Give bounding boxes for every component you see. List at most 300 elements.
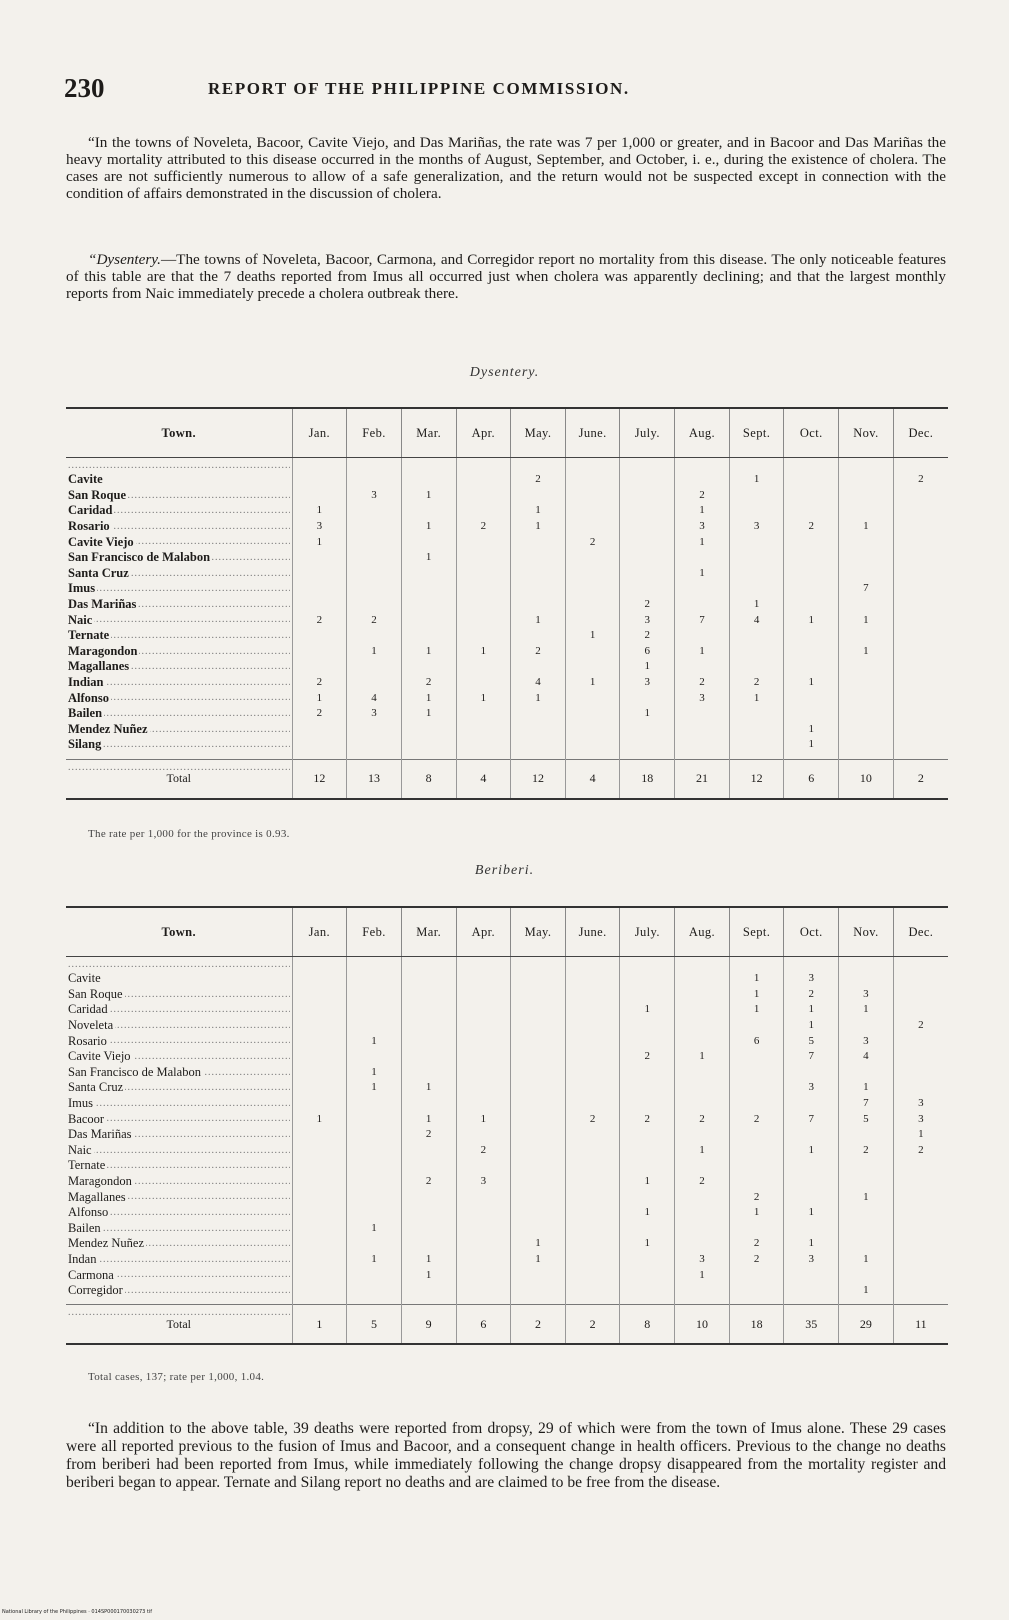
death-count-cell xyxy=(839,1205,894,1221)
table-row xyxy=(66,1080,948,1096)
death-count-cell xyxy=(565,566,620,582)
death-count-cell: 2 xyxy=(620,1111,675,1127)
column-header-month: Sept. xyxy=(729,408,784,458)
death-count-cell: 2 xyxy=(565,534,620,550)
death-count-cell xyxy=(675,1189,730,1205)
death-count-cell: 2 xyxy=(675,675,730,691)
death-count-cell xyxy=(292,1127,347,1143)
death-count-cell: 1 xyxy=(347,1080,402,1096)
table-row xyxy=(66,1267,948,1283)
death-count-cell xyxy=(784,1127,839,1143)
total-value: 2 xyxy=(511,1305,566,1345)
death-count-cell: 7 xyxy=(675,612,730,628)
death-count-cell xyxy=(839,628,894,644)
beriberi-table xyxy=(66,906,948,1345)
total-value: 12 xyxy=(729,759,784,799)
death-count-cell: 3 xyxy=(292,519,347,535)
town-name: Das Mariñas xyxy=(68,1127,132,1142)
death-count-cell xyxy=(401,737,456,759)
death-count-cell xyxy=(401,458,456,488)
death-count-cell xyxy=(675,1065,730,1081)
death-count-cell: 1 xyxy=(839,644,894,660)
town-name-cell xyxy=(66,503,292,519)
death-count-cell xyxy=(839,503,894,519)
death-count-cell: 1 xyxy=(401,1111,456,1127)
town-name: Bailen xyxy=(68,1220,101,1235)
death-count-cell xyxy=(729,737,784,759)
death-count-cell xyxy=(347,1205,402,1221)
death-count-cell xyxy=(401,1002,456,1018)
death-count-cell xyxy=(675,581,730,597)
death-count-cell: 1 xyxy=(401,488,456,504)
town-name-cell xyxy=(66,1111,292,1127)
death-count-cell xyxy=(292,1221,347,1237)
death-count-cell xyxy=(675,1205,730,1221)
death-count-cell: 1 xyxy=(784,675,839,691)
death-count-cell xyxy=(292,1283,347,1305)
death-count-cell xyxy=(292,1205,347,1221)
death-count-cell: 1 xyxy=(620,1205,675,1221)
death-count-cell xyxy=(401,1189,456,1205)
death-count-cell xyxy=(401,1236,456,1252)
death-count-cell: 1 xyxy=(675,566,730,582)
table-row xyxy=(66,1221,948,1237)
death-count-cell xyxy=(729,534,784,550)
death-count-cell xyxy=(893,1205,948,1221)
table-row xyxy=(66,1189,948,1205)
death-count-cell xyxy=(893,519,948,535)
death-count-cell xyxy=(292,659,347,675)
death-count-cell xyxy=(511,1111,566,1127)
death-count-cell: 2 xyxy=(456,1143,511,1159)
beriberi-table-caption: Beriberi. xyxy=(474,863,535,878)
death-count-cell xyxy=(675,987,730,1003)
table-row xyxy=(66,628,948,644)
death-count-cell xyxy=(292,1033,347,1049)
death-count-cell: 3 xyxy=(456,1174,511,1190)
town-name: Cavite Viejo xyxy=(68,534,134,549)
death-count-cell: 1 xyxy=(565,675,620,691)
total-value: 18 xyxy=(729,1305,784,1345)
total-value: 4 xyxy=(456,759,511,799)
town-name: Alfonso xyxy=(68,1205,109,1220)
total-value: 11 xyxy=(893,1305,948,1345)
column-header-month: Sept. xyxy=(729,907,784,957)
death-count-cell xyxy=(292,488,347,504)
death-count-cell: 2 xyxy=(729,675,784,691)
death-count-cell xyxy=(347,1189,402,1205)
death-count-cell: 1 xyxy=(292,503,347,519)
town-name: Mendez Nuñez xyxy=(68,721,148,736)
death-count-cell xyxy=(839,1221,894,1237)
death-count-cell xyxy=(620,566,675,582)
death-count-cell xyxy=(893,612,948,628)
death-count-cell xyxy=(893,1221,948,1237)
death-count-cell: 1 xyxy=(729,987,784,1003)
death-count-cell: 3 xyxy=(620,612,675,628)
death-count-cell: 4 xyxy=(729,612,784,628)
column-header-month: Aug. xyxy=(675,408,730,458)
death-count-cell xyxy=(893,1267,948,1283)
death-count-cell xyxy=(456,628,511,644)
death-count-cell: 2 xyxy=(620,628,675,644)
death-count-cell: 2 xyxy=(401,1174,456,1190)
death-count-cell xyxy=(675,1002,730,1018)
death-count-cell: 1 xyxy=(675,1049,730,1065)
death-count-cell: 6 xyxy=(729,1033,784,1049)
town-name: Magallanes xyxy=(68,659,130,674)
death-count-cell: 4 xyxy=(839,1049,894,1065)
death-count-cell xyxy=(292,1065,347,1081)
death-count-cell xyxy=(893,659,948,675)
town-name-cell xyxy=(66,706,292,722)
table-row xyxy=(66,1127,948,1143)
death-count-cell xyxy=(620,1221,675,1237)
total-value: 5 xyxy=(347,1305,402,1345)
death-count-cell: 1 xyxy=(401,1252,456,1268)
death-count-cell xyxy=(620,1143,675,1159)
death-count-cell xyxy=(620,519,675,535)
town-name-cell xyxy=(66,722,292,738)
death-count-cell xyxy=(347,1049,402,1065)
death-count-cell: 1 xyxy=(292,534,347,550)
death-count-cell xyxy=(839,566,894,582)
death-count-cell xyxy=(565,1127,620,1143)
death-count-cell: 1 xyxy=(675,644,730,660)
table-row xyxy=(66,1111,948,1127)
death-count-cell: 1 xyxy=(839,612,894,628)
death-count-cell xyxy=(347,1143,402,1159)
table-row xyxy=(66,1143,948,1159)
death-count-cell xyxy=(839,597,894,613)
death-count-cell: 2 xyxy=(675,1174,730,1190)
death-count-cell: 2 xyxy=(347,612,402,628)
column-header-month: Feb. xyxy=(347,907,402,957)
town-name-cell xyxy=(66,1002,292,1018)
death-count-cell: 1 xyxy=(620,659,675,675)
death-count-cell xyxy=(675,1033,730,1049)
death-count-cell xyxy=(347,1158,402,1174)
death-count-cell xyxy=(292,737,347,759)
death-count-cell: 1 xyxy=(511,1252,566,1268)
town-name: Cavite xyxy=(68,472,103,487)
death-count-cell: 2 xyxy=(893,458,948,488)
death-count-cell: 4 xyxy=(511,675,566,691)
town-name-cell xyxy=(66,1033,292,1049)
death-count-cell xyxy=(565,612,620,628)
death-count-cell xyxy=(292,1174,347,1190)
death-count-cell xyxy=(347,581,402,597)
column-header-month: Mar. xyxy=(401,408,456,458)
death-count-cell xyxy=(729,1158,784,1174)
death-count-cell xyxy=(729,1127,784,1143)
total-value: 9 xyxy=(401,1305,456,1345)
town-name-cell xyxy=(66,1283,292,1305)
death-count-cell xyxy=(401,1018,456,1034)
table-row xyxy=(66,1065,948,1081)
death-count-cell xyxy=(456,1158,511,1174)
death-count-cell xyxy=(347,1127,402,1143)
death-count-cell xyxy=(565,1205,620,1221)
town-name: Mendez Nuñez xyxy=(68,1236,145,1251)
town-name: Carmona xyxy=(68,1267,114,1282)
table-row xyxy=(66,737,948,759)
death-count-cell xyxy=(292,1267,347,1283)
death-count-cell xyxy=(565,722,620,738)
town-name: San Roque xyxy=(68,487,127,502)
death-count-cell xyxy=(347,1111,402,1127)
death-count-cell xyxy=(456,566,511,582)
table-row xyxy=(66,1096,948,1112)
death-count-cell: 2 xyxy=(401,1127,456,1143)
table-row xyxy=(66,488,948,504)
death-count-cell xyxy=(729,1018,784,1034)
death-count-cell xyxy=(893,1174,948,1190)
column-header-town: Town. xyxy=(66,408,292,458)
death-count-cell xyxy=(784,488,839,504)
death-count-cell: 1 xyxy=(839,1283,894,1305)
death-count-cell xyxy=(456,612,511,628)
death-count-cell: 2 xyxy=(784,987,839,1003)
death-count-cell xyxy=(565,1049,620,1065)
death-count-cell xyxy=(292,581,347,597)
death-count-cell xyxy=(456,706,511,722)
death-count-cell: 7 xyxy=(839,1096,894,1112)
death-count-cell: 1 xyxy=(675,1267,730,1283)
death-count-cell xyxy=(456,1065,511,1081)
death-count-cell xyxy=(675,706,730,722)
table-row xyxy=(66,1205,948,1221)
death-count-cell xyxy=(565,1283,620,1305)
death-count-cell xyxy=(401,1158,456,1174)
death-count-cell: 1 xyxy=(456,690,511,706)
death-count-cell xyxy=(729,581,784,597)
death-count-cell: 1 xyxy=(620,706,675,722)
column-header-month: Jan. xyxy=(292,907,347,957)
death-count-cell xyxy=(839,1065,894,1081)
column-header-month: June. xyxy=(565,408,620,458)
death-count-cell xyxy=(675,1127,730,1143)
death-count-cell xyxy=(511,1283,566,1305)
town-name-cell xyxy=(66,1252,292,1268)
death-count-cell xyxy=(456,1221,511,1237)
dysentery-rate-note: The rate per 1,000 for the province is 0.93. xyxy=(88,828,290,840)
death-count-cell xyxy=(511,1080,566,1096)
town-name: Imus xyxy=(68,1096,93,1111)
death-count-cell: 7 xyxy=(839,581,894,597)
town-name: Naic xyxy=(68,1142,92,1157)
town-name-cell xyxy=(66,1267,292,1283)
total-value: 6 xyxy=(456,1305,511,1345)
death-count-cell xyxy=(511,722,566,738)
death-count-cell xyxy=(839,957,894,987)
town-name: Rosario xyxy=(68,1033,107,1048)
death-count-cell xyxy=(511,987,566,1003)
death-count-cell xyxy=(893,597,948,613)
page-number: 230 xyxy=(64,73,105,103)
death-count-cell xyxy=(893,1236,948,1252)
death-count-cell xyxy=(456,1080,511,1096)
death-count-cell xyxy=(511,581,566,597)
total-value: 8 xyxy=(620,1305,675,1345)
death-count-cell xyxy=(839,1267,894,1283)
death-count-cell: 1 xyxy=(511,503,566,519)
death-count-cell xyxy=(893,737,948,759)
death-count-cell xyxy=(675,1096,730,1112)
table-row xyxy=(66,550,948,566)
death-count-cell: 2 xyxy=(401,675,456,691)
death-count-cell xyxy=(347,1174,402,1190)
total-label: Total ..... xyxy=(66,759,292,799)
death-count-cell xyxy=(893,1252,948,1268)
table-row xyxy=(66,597,948,613)
death-count-cell xyxy=(784,1174,839,1190)
death-count-cell xyxy=(347,1283,402,1305)
death-count-cell xyxy=(347,1236,402,1252)
death-count-cell xyxy=(401,628,456,644)
table-row xyxy=(66,566,948,582)
death-count-cell xyxy=(675,458,730,488)
death-count-cell xyxy=(839,690,894,706)
death-count-cell xyxy=(839,1174,894,1190)
column-header-month: Feb. xyxy=(347,408,402,458)
table-header-row xyxy=(66,907,948,957)
death-count-cell xyxy=(729,628,784,644)
town-name-cell xyxy=(66,1049,292,1065)
death-count-cell xyxy=(511,597,566,613)
death-count-cell xyxy=(511,1018,566,1034)
death-count-cell: 1 xyxy=(292,690,347,706)
death-count-cell xyxy=(620,1080,675,1096)
death-count-cell xyxy=(893,534,948,550)
town-name: Caridad xyxy=(68,503,113,518)
town-name: Caridad xyxy=(68,1002,108,1017)
total-value: 21 xyxy=(675,759,730,799)
town-name: Bailen xyxy=(68,706,103,721)
death-count-cell: 5 xyxy=(784,1033,839,1049)
town-name: San Francisco de Malabon xyxy=(68,1064,201,1079)
death-count-cell xyxy=(511,1189,566,1205)
death-count-cell xyxy=(893,644,948,660)
death-count-cell xyxy=(456,957,511,987)
death-count-cell xyxy=(893,957,948,987)
death-count-cell xyxy=(729,659,784,675)
death-count-cell: 2 xyxy=(620,1049,675,1065)
death-count-cell xyxy=(784,1283,839,1305)
death-count-cell xyxy=(620,1158,675,1174)
town-name-cell xyxy=(66,957,292,987)
death-count-cell xyxy=(511,659,566,675)
death-count-cell xyxy=(565,1267,620,1283)
table-row xyxy=(66,1158,948,1174)
death-count-cell xyxy=(893,503,948,519)
death-count-cell xyxy=(620,503,675,519)
death-count-cell: 3 xyxy=(620,675,675,691)
death-count-cell: 3 xyxy=(347,706,402,722)
town-name-cell xyxy=(66,1065,292,1081)
column-header-town: Town. xyxy=(66,907,292,957)
column-header-month: Apr. xyxy=(456,907,511,957)
death-count-cell: 3 xyxy=(893,1111,948,1127)
town-name-cell xyxy=(66,1096,292,1112)
column-header-month: July. xyxy=(620,408,675,458)
death-count-cell xyxy=(347,534,402,550)
death-count-cell xyxy=(675,659,730,675)
death-count-cell xyxy=(620,1189,675,1205)
death-count-cell xyxy=(565,644,620,660)
table-row xyxy=(66,1018,948,1034)
death-count-cell xyxy=(347,519,402,535)
paragraph-dysentery xyxy=(66,251,946,302)
death-count-cell xyxy=(511,534,566,550)
death-count-cell xyxy=(675,737,730,759)
death-count-cell xyxy=(729,566,784,582)
death-count-cell xyxy=(347,737,402,759)
death-count-cell: 7 xyxy=(784,1111,839,1127)
death-count-cell xyxy=(729,722,784,738)
death-count-cell: 1 xyxy=(784,1002,839,1018)
death-count-cell: 1 xyxy=(511,690,566,706)
death-count-cell xyxy=(292,1189,347,1205)
town-name: Santa Cruz xyxy=(68,1080,124,1095)
death-count-cell xyxy=(893,1283,948,1305)
table-row xyxy=(66,503,948,519)
death-count-cell xyxy=(893,1065,948,1081)
death-count-cell xyxy=(839,550,894,566)
death-count-cell xyxy=(511,566,566,582)
death-count-cell: 2 xyxy=(729,1236,784,1252)
death-count-cell: 1 xyxy=(839,1189,894,1205)
death-count-cell xyxy=(893,550,948,566)
death-count-cell: 1 xyxy=(565,628,620,644)
death-count-cell xyxy=(292,987,347,1003)
page-header xyxy=(64,73,944,107)
death-count-cell xyxy=(401,1205,456,1221)
town-name: San Roque xyxy=(68,986,123,1001)
death-count-cell: 2 xyxy=(456,519,511,535)
death-count-cell xyxy=(456,597,511,613)
table-row xyxy=(66,519,948,535)
death-count-cell xyxy=(784,503,839,519)
table-row xyxy=(66,675,948,691)
death-count-cell xyxy=(511,1127,566,1143)
town-name-cell xyxy=(66,1174,292,1190)
table-row xyxy=(66,534,948,550)
town-name: Corregidor xyxy=(68,1283,123,1298)
table-row xyxy=(66,1033,948,1049)
death-count-cell xyxy=(401,1096,456,1112)
death-count-cell xyxy=(347,987,402,1003)
table-row xyxy=(66,458,948,488)
death-count-cell xyxy=(292,458,347,488)
death-count-cell xyxy=(347,1096,402,1112)
death-count-cell: 1 xyxy=(401,1267,456,1283)
town-name: San Francisco de Malabon xyxy=(68,550,211,565)
paragraph-dropsy: “In addition to the above table, 39 deaths were reported from dropsy, 29 of which were from the town of Imus alone. These 29 cases were all reported previous to the fusion of Imus and Bacoor, and a consequent change in health officers. Previous to the change no deaths from beriberi had been reported from Imus, while immediately following the change dropsy disappeared from the mortality register and beriberi began to appear. Ternate and Silang report no deaths and are claimed to be free from the disease. xyxy=(66,1420,946,1491)
table-row xyxy=(66,722,948,738)
death-count-cell: 1 xyxy=(839,1080,894,1096)
death-count-cell xyxy=(839,1018,894,1034)
total-value: 6 xyxy=(784,759,839,799)
death-count-cell: 1 xyxy=(347,1033,402,1049)
death-count-cell xyxy=(620,987,675,1003)
death-count-cell xyxy=(839,1236,894,1252)
death-count-cell xyxy=(456,1127,511,1143)
town-name: Maragondon xyxy=(68,1174,132,1189)
death-count-cell xyxy=(565,1080,620,1096)
death-count-cell xyxy=(292,644,347,660)
town-name-cell xyxy=(66,550,292,566)
